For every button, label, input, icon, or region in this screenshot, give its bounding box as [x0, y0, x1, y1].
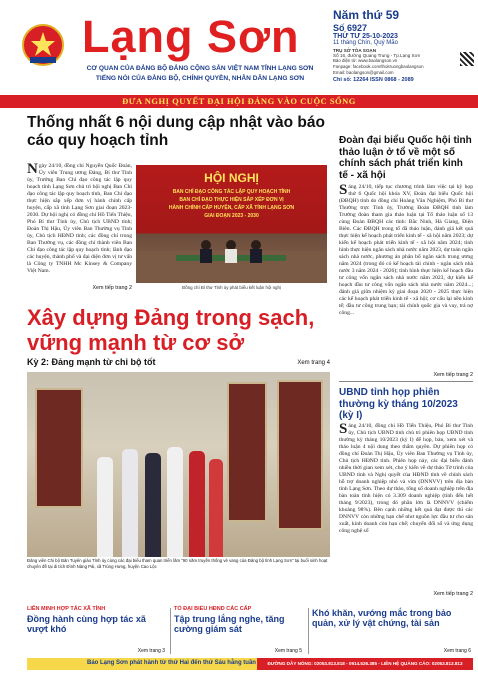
article4-see-more[interactable]: Xem tiếp trang 2 [433, 591, 473, 597]
article1-body [27, 163, 132, 275]
exhibit-board [227, 382, 267, 522]
article4-body-text: áng 24/10, đồng chí Hồ Tiến Thiệu, Phó Bí thư Tỉnh ủy, Chủ tịch UBND tỉnh chủ trì phiên họp UBND tỉnh thường kỳ tháng 10/2023 (kỳ I) để họp, bàn, xem xét và thảo luận 4 nội dung theo thẩm quyền. Dự phiên họp có đồng chí Đoàn Thị Hậu, Ủy viên Ban Thường vụ Tỉnh ủy, Chủ tịch HĐND tỉnh. Phiên họp này, các đại biểu đánh nhiều thời gian xem xét, cho ý kiến về dự thảo Tờ trình của UBND tỉnh và Nghị quyết của HĐND tỉnh về chính sách hỗ trợ doanh nghiệp nhỏ và vừa (DNNVV) trên địa bàn tỉnh Lạng Sơn. Theo dự thảo, tổng số doanh nghiệp trên địa bàn toàn tỉnh hiện có 3.309 doanh nghiệp (tính đến hết tháng 9/2023), trong đó phần lớn là DNNVV (chiếm khoảng 98%). Bên cạnh những kết quả đạt được thì các DNNVV còn những hạn chế như nguồn lực đầu tư cho sản xuất, kinh doanh còn hạn chế; chuyển đổi số và ứng dụng công nghệ số [339, 423, 473, 534]
teaser-2-see-more[interactable]: Xem trang 5 [274, 648, 302, 654]
photo1-line1: BAN CHỈ ĐẠO CÔNG TÁC LẬP QUY HOẠCH TỈNH [172, 189, 291, 195]
person [97, 457, 113, 557]
issue-date: THỨ TƯ 25-10-2023 [333, 33, 398, 40]
article1-see-more[interactable]: Xem tiếp trang 2 [92, 285, 132, 291]
qr-code-icon [460, 52, 474, 66]
exhibit-board [35, 388, 83, 508]
teaser-1-see-more[interactable]: Xem trang 3 [137, 648, 165, 654]
issue-number: Số 6927 [333, 23, 368, 33]
divider [339, 381, 473, 382]
article2-see-more[interactable]: Xem trang 4 [297, 360, 330, 366]
divider [170, 608, 171, 654]
article4-title[interactable]: UBND tỉnh họp phiên thường kỳ tháng 10/2023 (kỳ I) [339, 387, 458, 421]
teaser-2-title: Tập trung lắng nghe, tăng cường giám sát [174, 614, 285, 634]
article3-body-text: áng 24/10, tiếp tục chương trình làm việc tại kỳ họp thứ 6 Quốc hội khóa XV, Đoàn đại biểu Quốc hội (ĐBQH) tỉnh do đồng chí Hoàng Văn Nghiệm, Phó Bí thư Thường trực Tỉnh ủy, Trưởng Đoàn ĐBQH tỉnh làm Trưởng đoàn tham gia thảo luận tại Tổ thảo luận số 13 cùng Đoàn ĐBQH các tỉnh: Bắc Ninh, Hà Giang, Điện Biên. Các ĐBQH trong tổ đã thảo luận, đánh giá kết quả thực hiện kế hoạch phát triển kinh tế - xã hội năm 2023; dự kiến kế hoạch phát triển kinh tế - xã hội năm 2024; tình hình thực hiện ngân sách nhà nước năm 2023, dự toán ngân sách nhà nước, phương án phân bổ ngân sách trung ương năm 2024 (trong đó có kế hoạch tài chính - ngân sách nhà nước 3 năm 2024 - 2026); tình hình thực hiện kế hoạch đầu tư công vốn ngân sách nhà nước năm 2023, dự kiến kế hoạch đầu tư công vốn ngân sách nhà nước năm 2024...; đánh giá giữa nhiệm kỳ giai đoạn 2020 - 2025 thực hiện các kế hoạch phát triển kinh tế - xã hội; cơ cấu lại nền kinh tế; đầu tư công trung hạn; tài chính quốc gia và vay, trả nợ công... [339, 184, 473, 316]
person [167, 447, 183, 557]
article3-see-more[interactable]: Xem tiếp trang 2 [433, 372, 473, 378]
teaser-3-see-more[interactable]: Xem trang 6 [443, 648, 471, 654]
article1-photo [136, 165, 327, 283]
email: Email: baolangson@gmail.com [333, 70, 394, 75]
person [189, 451, 205, 557]
article3-title[interactable]: Đoàn đại biểu Quốc hội tỉnh thảo luận ở tổ về một số chính sách phát triển kinh tế - xã hội [339, 135, 472, 181]
fanpage: Fanpage: facebook.com/thoitruongbaolangson [333, 64, 424, 69]
article3-body [339, 184, 473, 317]
teaser-1-kicker: LIÊN MINH HỢP TÁC XÃ TỈNH [27, 606, 106, 612]
office-label: TRỤ SỞ TÒA SOẠN [333, 48, 377, 53]
teaser-3-title: Khó khăn, vướng mắc trong bảo quản, xử lý vật chứng, tài sản [312, 608, 452, 628]
person [145, 453, 161, 557]
divider [308, 608, 309, 654]
footer [27, 658, 473, 670]
teaser-2-kicker: TỔ ĐẠI BIỂU HĐND CÁC CẤP [174, 606, 252, 612]
exhibit-board [277, 380, 323, 530]
masthead-subtitle-1: CƠ QUAN CỦA ĐẢNG BỘ ĐẢNG CỘNG SẢN VIỆT NAM TỈNH LẠNG SƠN [86, 65, 314, 72]
photo1-people [136, 233, 327, 283]
article2-photo [27, 372, 330, 557]
teaser-1[interactable] [27, 606, 167, 656]
article2-kicker: Kỳ 2: Đảng mạnh từ chi bộ tốt [27, 357, 156, 367]
bottom-teasers [27, 606, 473, 656]
office-address: Số 16, đường Quang Trung - Tp.Lạng Sơn [333, 53, 421, 58]
website: Báo điện tử: www.baolangson.vn [333, 58, 398, 63]
article1-photo-caption: Đồng chí Bí thư Tỉnh ủy phát biểu kết luận hội nghị [182, 285, 281, 290]
article1-title[interactable]: Thống nhất 6 nội dung cập nhật vào báo cáo quy hoạch tỉnh [27, 114, 325, 149]
photo1-line3: HÀNH CHÍNH CẤP HUYỆN, CẤP XÃ TỈNH LẠNG SƠN [168, 205, 295, 211]
issue-info [333, 8, 473, 83]
footer-publication-text: Báo Lạng Sơn phát hành từ thứ Hai đến thứ Sáu hằng tuần [87, 660, 256, 666]
photo1-line2: BAN CHỈ ĐẠO THỰC HIỆN SẮP XẾP ĐƠN VỊ [179, 197, 284, 203]
masthead-subtitle-2: TIẾNG NÓI CỦA ĐẢNG BỘ, CHÍNH QUYỀN, NHÂN DÂN LẠNG SƠN [95, 75, 305, 82]
person [209, 459, 223, 557]
teaser-1-title: Đồng hành cùng hợp tác xã vượt khó [27, 614, 146, 634]
article3-dropcap: S [339, 182, 348, 198]
photo1-heading: HỘI NGHỊ [204, 171, 259, 185]
person [122, 449, 138, 557]
article4-dropcap: S [339, 421, 348, 437]
lunar-date: 11 tháng Chín, Quý Mão [333, 40, 398, 46]
issue-year: Năm thứ 59 [333, 8, 400, 22]
footer-contact: ĐƯỜNG DÂY NÓNG: 02053.813.818 - 0914.526.385 - LIÊN HỆ QUẢNG CÁO: 02053.813.813 [257, 658, 473, 670]
newspaper-logo: Lạng Sơn [82, 11, 300, 62]
national-emblem-icon [22, 22, 64, 68]
teaser-2[interactable] [174, 606, 304, 656]
issn: Chỉ số: 12264 ISSN 0868 - 2089 [333, 77, 414, 83]
article1-dropcap: N [27, 161, 38, 177]
masthead [0, 0, 478, 95]
teaser-3[interactable] [312, 606, 473, 656]
photo1-line4: GIAI ĐOẠN 2023 - 2030 [204, 213, 259, 219]
banner-slogan: ĐƯA NGHỊ QUYẾT ĐẠI HỘI ĐẢNG VÀO CUỘC SỐNG [0, 95, 478, 108]
article2-title[interactable]: Xây dựng Đảng trong sạch, vững mạnh từ cơ sở [27, 305, 315, 355]
article1-body-text: gày 24/10, đồng chí Nguyễn Quốc Đoàn, Ủy viên Trung ương Đảng, Bí thư Tỉnh ủy, Trưởng Ban Chỉ đạo công tác lập quy hoạch tỉnh Lạng Sơn chủ trì hội nghị Ban Chỉ đạo công tác lập quy hoạch tỉnh, Ban Chỉ đạo thực hiện sắp xếp đơn vị hành chính cấp huyện, cấp xã tỉnh Lạng Sơn giai đoạn 2023-2030. Dự hội nghị có đồng chí Hồ Tiến Thiệu, Phó Bí thư Tỉnh ủy, Chủ tịch UBND tỉnh; Đoàn Thị Hậu, Ủy viên Ban Thường vụ Tỉnh ủy, Chủ tịch HĐND tỉnh; các đồng chí trong Ban Thường vụ, các đồng chí thành viên Ban Chỉ đạo công tác lập quy hoạch tỉnh; lãnh đạo các huyện, thành phố và đại diện đơn vị tư vấn là Công ty TNHH Mc Kinsey & Company Việt Nam. [27, 163, 132, 274]
article4-body [339, 423, 473, 535]
article2-photo-caption: Đảng viên Chi bộ Bản Tuyên giáo Tỉnh ủy cùng các đại biểu tham quan triển lãm "90 năm truyền thống vẻ vang của Đảng bộ tỉnh Lạng Sơn" tại buổi sinh hoạt chuyên đề tại di tích Đình Nàng Pái, xã Trùng Hưng, huyện Cao Lộc [27, 558, 328, 569]
